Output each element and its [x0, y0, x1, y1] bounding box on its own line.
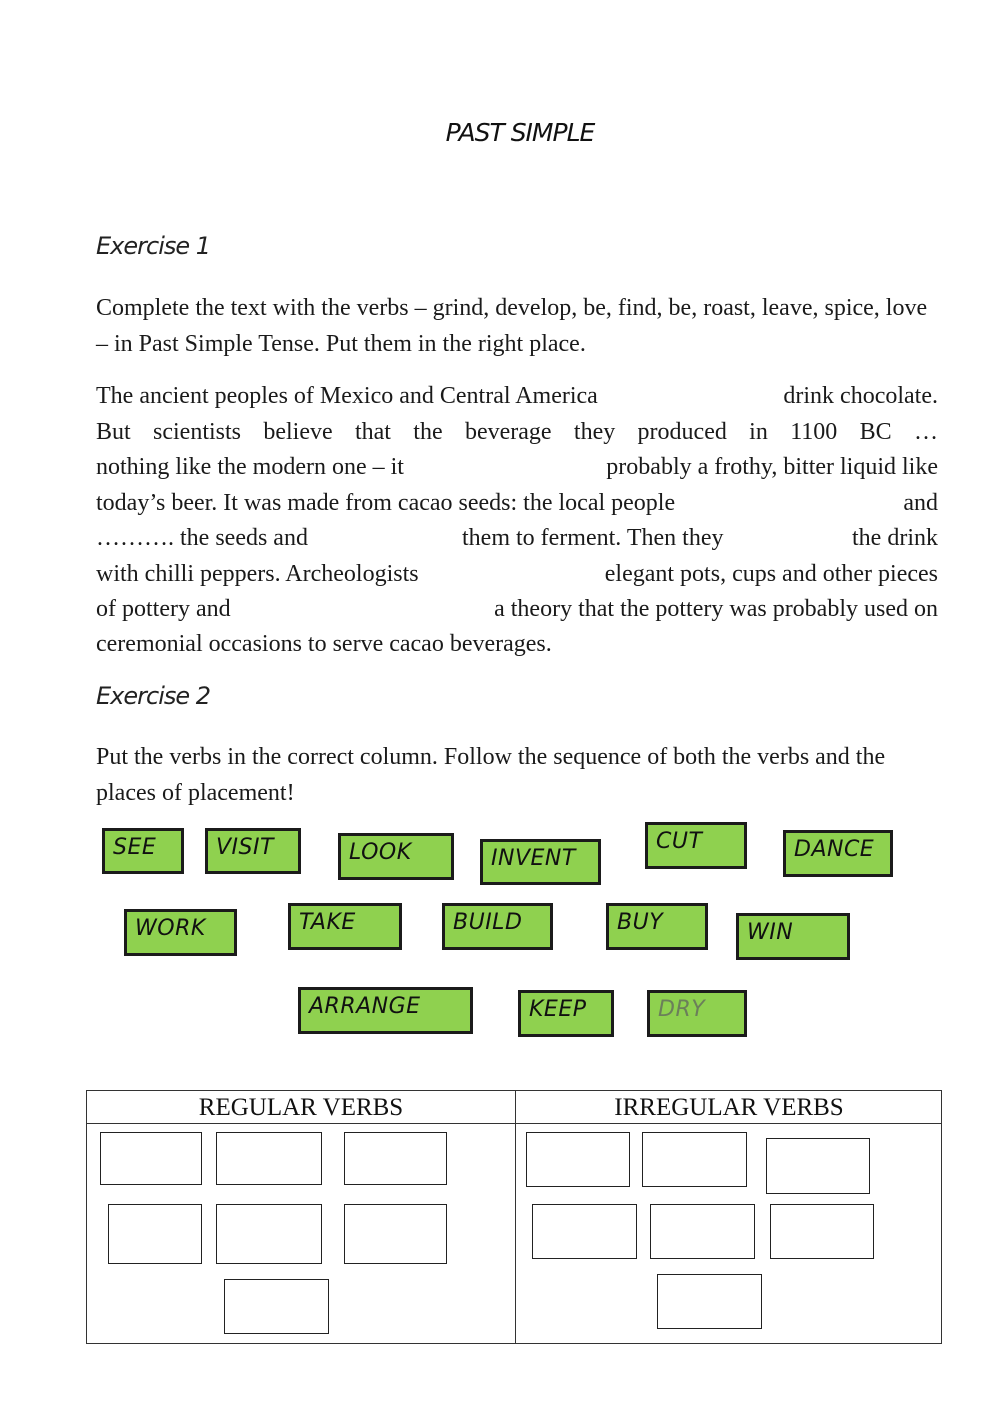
text-line-6	[96, 556, 938, 592]
irregular-drop-slot[interactable]	[650, 1204, 755, 1259]
column-divider	[515, 1091, 516, 1343]
irregular-drop-slot[interactable]	[532, 1204, 637, 1259]
irregular-drop-slot[interactable]	[657, 1274, 762, 1329]
text-fragment: But scientists believe that the beverage they produced in 1100 BC …	[96, 419, 938, 445]
text-fragment: ceremonial occasions to serve cacao beverages.	[96, 631, 552, 657]
text-fragment: ………. the seeds and	[96, 525, 308, 551]
regular-drop-slot[interactable]	[216, 1132, 322, 1185]
text-fragment: the drink	[852, 525, 938, 551]
verb-sorting-table	[86, 1090, 942, 1344]
verb-chip-arrange[interactable]: ARRANGE	[298, 987, 473, 1034]
text-fragment: them to ferment. Then they	[462, 525, 724, 551]
regular-verbs-header: REGULAR VERBS	[198, 1094, 404, 1121]
verb-chip-visit[interactable]: VISIT	[205, 828, 301, 874]
text-fragment: of pottery and	[96, 596, 231, 622]
text-fragment: nothing like the modern one – it	[96, 454, 404, 480]
verb-chip-invent[interactable]: INVENT	[480, 839, 601, 885]
text-line-5	[96, 520, 938, 556]
verb-chip-win[interactable]: WIN	[736, 913, 850, 960]
verb-chip-keep[interactable]: KEEP	[518, 990, 614, 1037]
verb-chip-build[interactable]: BUILD	[442, 903, 553, 950]
text-fragment: with chilli peppers. Archeologists	[96, 561, 419, 587]
text-line-2	[96, 414, 938, 450]
verb-chip-look[interactable]: LOOK	[338, 833, 454, 880]
text-fragment: The ancient peoples of Mexico and Central America	[96, 383, 598, 409]
verb-chip-dance[interactable]: DANCE	[783, 830, 893, 877]
verb-chip-dry[interactable]: DRY	[647, 990, 747, 1037]
regular-drop-slot[interactable]	[344, 1132, 447, 1185]
exercise-2-heading: Exercise 2	[96, 682, 211, 710]
text-line-7	[96, 591, 938, 627]
irregular-drop-slot[interactable]	[770, 1204, 874, 1259]
text-line-8	[96, 626, 938, 662]
verb-chip-buy[interactable]: BUY	[606, 903, 708, 950]
regular-drop-slot[interactable]	[216, 1204, 322, 1264]
verb-chip-take[interactable]: TAKE	[288, 903, 402, 950]
text-fragment: a theory that the pottery was probably used on	[494, 596, 938, 622]
verb-chip-work[interactable]: WORK	[124, 909, 237, 956]
page-title: PAST SIMPLE	[445, 118, 595, 147]
text-fragment: today’s beer. It was made from cacao seeds: the local people	[96, 490, 676, 516]
text-fragment: drink chocolate.	[783, 383, 938, 409]
text-line-4	[96, 485, 938, 521]
verb-chip-see[interactable]: SEE	[102, 828, 184, 874]
irregular-verbs-header: IRREGULAR VERBS	[614, 1094, 844, 1121]
verb-chip-cut[interactable]: CUT	[645, 822, 747, 869]
irregular-drop-slot[interactable]	[766, 1138, 870, 1194]
text-line-3	[96, 449, 938, 485]
irregular-drop-slot[interactable]	[526, 1132, 630, 1187]
text-fragment: and	[903, 490, 938, 516]
regular-drop-slot[interactable]	[108, 1204, 202, 1264]
irregular-drop-slot[interactable]	[642, 1132, 747, 1187]
exercise-1-heading: Exercise 1	[96, 232, 211, 260]
header-divider	[87, 1123, 941, 1124]
text-line-1	[96, 378, 938, 414]
text-fragment: elegant pots, cups and other pieces	[604, 561, 938, 587]
exercise-1-instruction: Complete the text with the verbs – grind, develop, be, find, be, roast, leave, spice, love – in Past Simple Tense. Put them in the right place.	[96, 295, 928, 357]
regular-drop-slot[interactable]	[224, 1279, 329, 1334]
regular-drop-slot[interactable]	[344, 1204, 447, 1264]
text-fragment: probably a frothy, bitter liquid like	[606, 454, 938, 480]
regular-drop-slot[interactable]	[100, 1132, 202, 1185]
exercise-2-instruction: Put the verbs in the correct column. Follow the sequence of both the verbs and the places of placement!	[96, 744, 886, 806]
